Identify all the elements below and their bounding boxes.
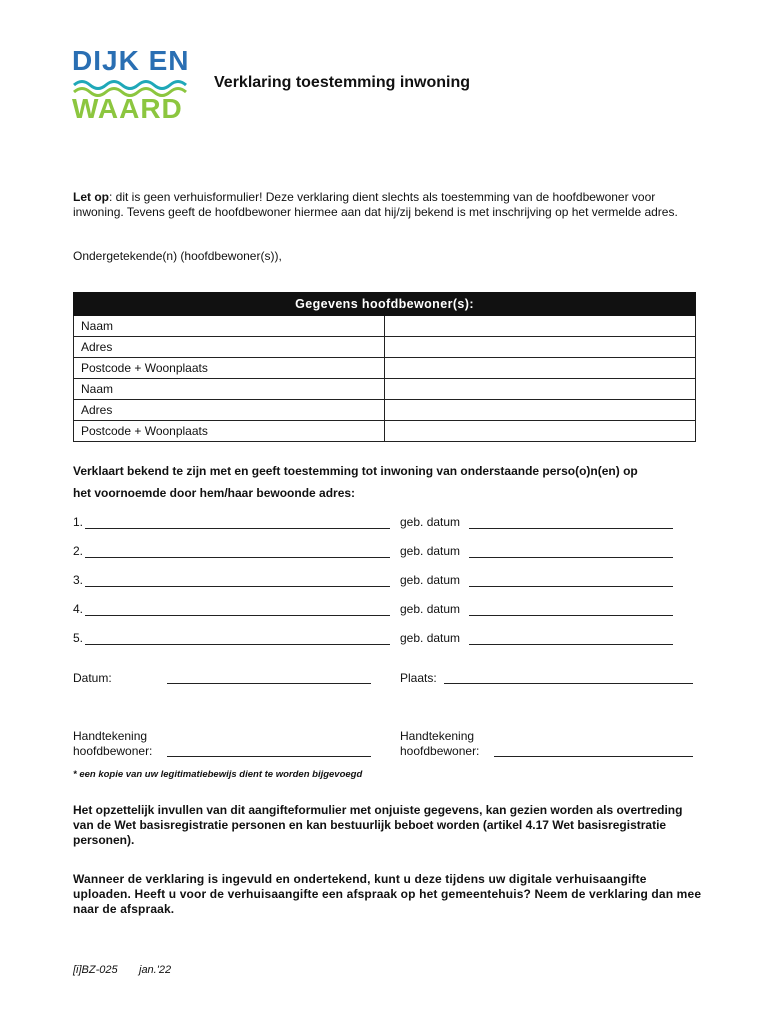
form-date: jan.'22 bbox=[139, 964, 172, 976]
main-occupant-table bbox=[73, 292, 696, 442]
birthdate-line[interactable] bbox=[469, 557, 673, 558]
plaats-label: Plaats: bbox=[400, 671, 437, 685]
person-number: 3. bbox=[73, 573, 84, 587]
signature-left-label-1: Handtekening bbox=[73, 729, 148, 743]
declaration-line-1: Verklaart bekend te zijn met en geeft toestemming tot inwoning van onderstaande perso(o)n(en) op bbox=[73, 464, 638, 478]
person-name-line[interactable] bbox=[85, 644, 390, 645]
intro-lead: Let op bbox=[73, 190, 109, 204]
row-label-postcode-2: Postcode + Woonplaats bbox=[74, 421, 385, 442]
table-row bbox=[74, 379, 696, 400]
row-label-naam-1: Naam bbox=[74, 316, 385, 337]
person-row-1 bbox=[73, 515, 683, 531]
birthdate-label: geb. datum bbox=[400, 631, 461, 645]
datum-line[interactable] bbox=[167, 683, 371, 684]
table-row bbox=[74, 316, 696, 337]
birthdate-line[interactable] bbox=[469, 615, 673, 616]
birthdate-label: geb. datum bbox=[400, 515, 461, 529]
birthdate-label: geb. datum bbox=[400, 602, 461, 616]
footnote: * een kopie van uw legitimatiebewijs dient te worden bijgevoegd bbox=[73, 769, 363, 780]
person-row-2 bbox=[73, 544, 683, 560]
birthdate-line[interactable] bbox=[469, 586, 673, 587]
declaration-line-2: het voornoemde door hem/haar bewoonde adres: bbox=[73, 486, 356, 500]
postcode-field-2[interactable] bbox=[385, 421, 696, 442]
birthdate-line[interactable] bbox=[469, 644, 673, 645]
signature-right-label-1: Handtekening bbox=[400, 729, 475, 743]
signature-left-line[interactable] bbox=[167, 756, 371, 757]
document-title: Verklaring toestemming inwoning bbox=[214, 74, 471, 91]
signature-left-label-2: hoofdbewoner: bbox=[73, 744, 153, 758]
person-name-line[interactable] bbox=[85, 557, 390, 558]
dijk-en-waard-logo bbox=[72, 44, 190, 120]
row-label-naam-2: Naam bbox=[74, 379, 385, 400]
person-number: 4. bbox=[73, 602, 84, 616]
table-row bbox=[74, 358, 696, 379]
person-number: 2. bbox=[73, 544, 84, 558]
birthdate-line[interactable] bbox=[469, 528, 673, 529]
signature-right-label-2: hoofdbewoner: bbox=[400, 744, 480, 758]
table-row bbox=[74, 421, 696, 442]
logo-line2: WAARD bbox=[72, 93, 183, 120]
birthdate-label: geb. datum bbox=[400, 544, 461, 558]
person-number: 5. bbox=[73, 631, 84, 645]
datum-label: Datum: bbox=[73, 671, 112, 685]
declaration-text bbox=[73, 460, 703, 504]
table-row bbox=[74, 400, 696, 421]
person-name-line[interactable] bbox=[85, 586, 390, 587]
signature-right-line[interactable] bbox=[494, 756, 693, 757]
table-header: Gegevens hoofdbewoner(s): bbox=[74, 293, 696, 316]
signature-left-label bbox=[73, 729, 152, 759]
person-row-3 bbox=[73, 573, 683, 589]
adres-field-2[interactable] bbox=[385, 400, 696, 421]
intro-paragraph bbox=[73, 190, 693, 220]
plaats-line[interactable] bbox=[444, 683, 693, 684]
logo-line1: DIJK EN bbox=[72, 45, 190, 76]
naam-field-1[interactable] bbox=[385, 316, 696, 337]
intro-text: : dit is geen verhuisformulier! Deze verklaring dient slechts als toestemming van de hoofdbewoner voor inwoning. Tevens geeft de hoofdbewoner hiermee aan dat hij/zij bekend is met inschrijving op het vermelde adres. bbox=[73, 190, 678, 219]
adres-field-1[interactable] bbox=[385, 337, 696, 358]
person-name-line[interactable] bbox=[85, 615, 390, 616]
logo-graphic bbox=[72, 44, 190, 120]
person-number: 1. bbox=[73, 515, 84, 529]
warning-paragraph: Het opzettelijk invullen van dit aangifteformulier met onjuiste gegevens, kan gezien worden als overtreding van de Wet basisregistratie personen en kan bestuurlijk beboet worden (artikel 4.17 Wet basisregistratie personen). bbox=[73, 803, 683, 847]
instructions-paragraph: Wanneer de verklaring is ingevuld en ondertekend, kunt u deze tijdens uw digitale verhuisaangifte uploaden. Heeft u voor de verhuisaangifte een afspraak op het gemeentehuis? Neem de verklaring dan mee naar de afspraak. bbox=[73, 872, 702, 916]
signature-right-label bbox=[400, 729, 479, 759]
naam-field-2[interactable] bbox=[385, 379, 696, 400]
person-row-5 bbox=[73, 631, 683, 647]
signatory-label: Ondergetekende(n) (hoofdbewoner(s)), bbox=[73, 249, 282, 263]
person-row-4 bbox=[73, 602, 683, 618]
birthdate-label: geb. datum bbox=[400, 573, 461, 587]
form-code: [i]BZ-025 bbox=[73, 964, 118, 976]
row-label-adres-1: Adres bbox=[74, 337, 385, 358]
person-name-line[interactable] bbox=[85, 528, 390, 529]
table-row bbox=[74, 337, 696, 358]
postcode-field-1[interactable] bbox=[385, 358, 696, 379]
row-label-adres-2: Adres bbox=[74, 400, 385, 421]
logo-wave-1 bbox=[74, 82, 186, 89]
row-label-postcode-1: Postcode + Woonplaats bbox=[74, 358, 385, 379]
